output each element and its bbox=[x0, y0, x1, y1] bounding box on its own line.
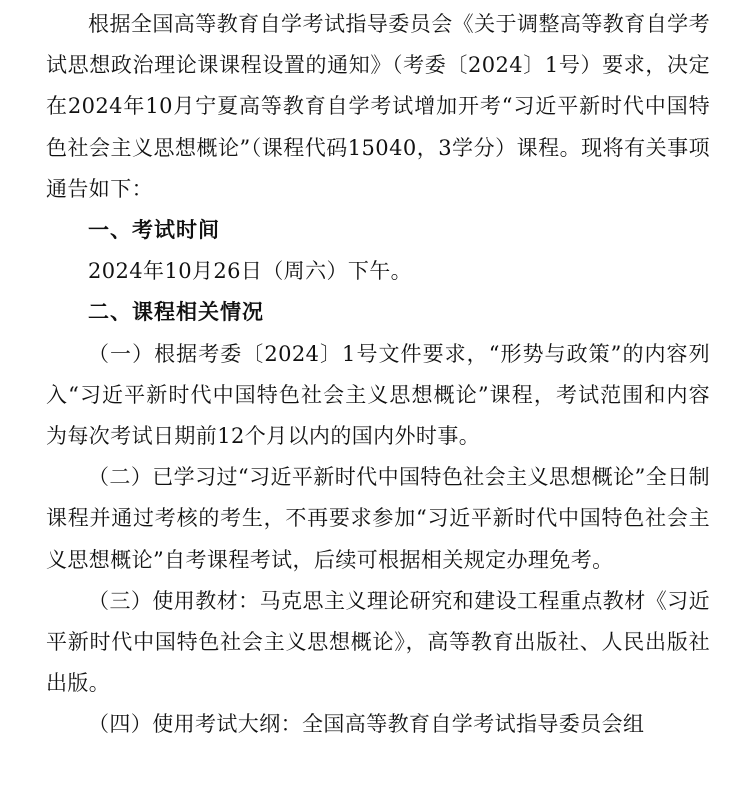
notice-document bbox=[46, 4, 710, 746]
exam-time-paragraph: 2024年10月26日（周六）下午。 bbox=[88, 259, 413, 284]
intro-paragraph: 根据全国高等教育自学考试指导委员会《关于调整高等教育自学考试思想政治理论课课程设置的通知》（考委〔2024〕1号）要求，决定在2024年10月宁夏高等教育自学考试增加开考“习近平新时代中国特色社会主义思想概论”（课程代码15040，3学分）课程。现将有关事项通告如下： bbox=[46, 12, 710, 201]
course-item-3: （三）使用教材：马克思主义理论研究和建设工程重点教材《习近平新时代中国特色社会主义思想概论》，高等教育出版社、人民出版社出版。 bbox=[46, 588, 710, 696]
course-item-2: （二）已学习过“习近平新时代中国特色社会主义思想概论”全日制课程并通过考核的考生，不再要求参加“习近平新时代中国特色社会主义思想概论”自考课程考试，后续可根据相关规定办理免考。 bbox=[46, 465, 710, 572]
course-item-4: （四）使用考试大纲：全国高等教育自学考试指导委员会组 bbox=[88, 712, 645, 737]
section-heading-exam-time: 一、考试时间 bbox=[88, 218, 220, 243]
course-item-1: （一）根据考委〔2024〕1号文件要求，“形势与政策”的内容列入“习近平新时代中国特色社会主义思想概论”课程，考试范围和内容为每次考试日期前12个月以内的国内外时事。 bbox=[46, 341, 710, 449]
section-heading-course-info: 二、课程相关情况 bbox=[88, 300, 264, 325]
